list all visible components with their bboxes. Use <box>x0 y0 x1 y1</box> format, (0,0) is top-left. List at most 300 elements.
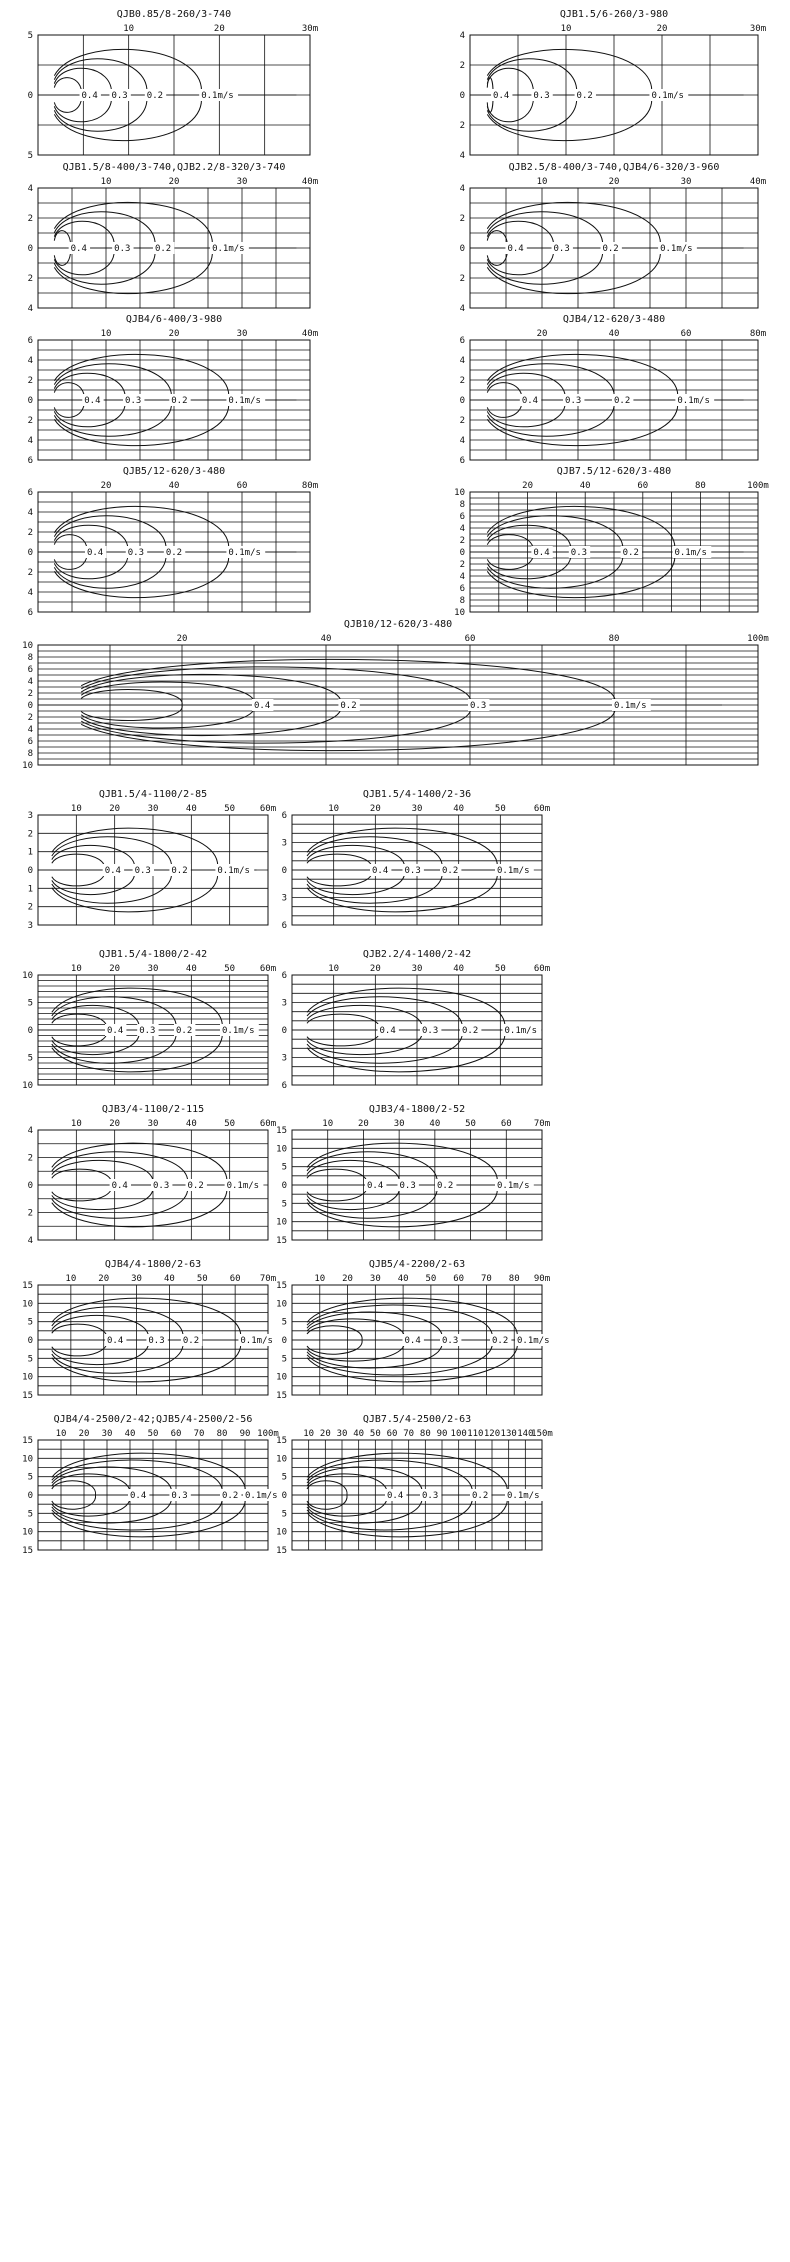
x-tick-label: 20 <box>213 24 225 34</box>
diagram-title: QJB5/12-620/3-480 <box>122 466 226 477</box>
x-tick-label: 80 <box>608 634 620 644</box>
x-tick-label: 40 <box>608 329 620 339</box>
y-tick-label: 4 <box>459 184 465 194</box>
y-tick-label: 4 <box>459 304 465 314</box>
y-tick-label: 5 <box>281 1199 287 1210</box>
y-tick-label: 15 <box>276 1236 287 1246</box>
y-tick-label: 0 <box>459 244 465 254</box>
diagram-title: QJB7.5/12-620/3-480 <box>556 466 672 477</box>
velocity-label: 0.3 <box>125 396 142 406</box>
flow-diagram-14 <box>28 1104 277 1246</box>
y-tick-label: 6 <box>459 512 465 522</box>
velocity-label: 0.2 <box>171 866 188 876</box>
x-tick-label: 40 <box>124 1429 136 1439</box>
x-tick-label: 10 <box>70 1119 82 1129</box>
velocity-label: 0.1m/s <box>497 866 530 876</box>
velocity-label: 0.1m/s <box>674 548 707 558</box>
y-tick-label: 0 <box>281 1491 287 1501</box>
y-tick-label: 5 <box>281 1354 287 1365</box>
y-tick-label: 10 <box>454 488 465 498</box>
velocity-label: 0.2 <box>437 1181 454 1191</box>
x-tick-label: 60m <box>259 1119 277 1129</box>
y-tick-label: 10 <box>276 1454 287 1465</box>
y-tick-label: 4 <box>459 436 465 446</box>
y-tick-label: 0 <box>459 548 465 558</box>
velocity-label: 0.1m/s <box>507 1491 540 1501</box>
x-tick-label: 40 <box>320 634 332 644</box>
y-tick-label: 8 <box>27 749 33 759</box>
velocity-label: 0.1m/s <box>228 396 261 406</box>
velocity-label: 0.1m/s <box>497 1181 530 1191</box>
velocity-label: 0.1m/s <box>222 1026 255 1036</box>
flow-diagram-16 <box>22 1259 277 1401</box>
x-tick-label: 60m <box>533 804 551 814</box>
flow-diagram-1 <box>28 9 319 161</box>
y-tick-label: 5 <box>27 998 33 1009</box>
y-tick-label: 4 <box>27 1126 33 1136</box>
x-tick-label: 20 <box>342 1274 353 1284</box>
y-tick-label: 4 <box>459 151 465 161</box>
velocity-label: 0.2 <box>165 548 183 558</box>
y-tick-label: 2 <box>27 376 33 386</box>
velocity-label: 0.1m/s <box>517 1336 550 1346</box>
y-tick-label: 6 <box>27 608 33 618</box>
y-tick-label: 0 <box>27 701 33 711</box>
x-tick-label: 10 <box>55 1429 67 1439</box>
velocity-label: 0.2 <box>602 244 619 254</box>
x-tick-label: 60 <box>464 634 476 644</box>
velocity-label: 0.2 <box>176 1026 193 1036</box>
y-tick-label: 10 <box>276 1217 287 1228</box>
x-tick-label: 20 <box>656 24 668 34</box>
y-tick-label: 4 <box>459 572 465 582</box>
flow-diagram-18 <box>22 1414 282 1556</box>
x-tick-label: 20 <box>369 804 381 814</box>
x-tick-label: 50 <box>494 964 506 974</box>
y-tick-label: 10 <box>22 971 33 981</box>
x-tick-label: 30 <box>680 177 692 187</box>
velocity-label: 0.2 <box>442 866 459 876</box>
velocity-label: 0.2 <box>171 396 188 406</box>
y-tick-label: 0 <box>459 91 465 101</box>
velocity-label: 0.4 <box>107 1026 124 1036</box>
x-tick-label: 100m <box>747 481 769 491</box>
y-tick-label: 10 <box>276 1299 287 1310</box>
x-tick-label: 20 <box>319 1429 331 1439</box>
y-tick-label: 6 <box>281 971 287 981</box>
x-tick-label: 150m <box>531 1429 553 1439</box>
x-tick-label: 60m <box>259 964 277 974</box>
velocity-label: 0.4 <box>70 244 87 254</box>
x-tick-label: 30 <box>147 964 159 974</box>
velocity-label: 0.3 <box>565 396 582 406</box>
y-tick-label: 4 <box>27 1236 33 1246</box>
x-tick-label: 50 <box>369 1429 381 1439</box>
x-tick-label: 30 <box>336 1429 348 1439</box>
x-tick-label: 30 <box>411 964 423 974</box>
velocity-label: 0.3 <box>399 1181 416 1191</box>
velocity-label: 0.2 <box>154 244 172 254</box>
y-tick-label: 5 <box>27 1317 33 1328</box>
flow-diagram-11 <box>282 789 551 931</box>
velocity-label: 0.1m/s <box>226 1181 260 1191</box>
y-tick-label: 5 <box>281 1317 287 1328</box>
x-tick-label: 80 <box>419 1429 431 1439</box>
x-tick-label: 80 <box>694 481 706 491</box>
velocity-label: 0.4 <box>404 1336 421 1346</box>
diagram-title: QJB4/6-400/3-980 <box>125 314 223 325</box>
velocity-label: 0.3 <box>148 1336 165 1346</box>
x-tick-label: 40m <box>749 177 767 187</box>
x-tick-label: 100 <box>450 1429 467 1439</box>
x-tick-label: 50 <box>224 1119 236 1129</box>
diagram-title: QJB7.5/4-2500/2-63 <box>362 1414 472 1425</box>
diagram-title: QJB5/4-2200/2-63 <box>368 1259 466 1270</box>
x-tick-label: 30 <box>147 804 159 814</box>
y-tick-label: 1 <box>27 884 33 895</box>
velocity-label: 0.4 <box>379 1026 396 1036</box>
y-tick-label: 6 <box>281 921 287 931</box>
x-tick-label: 10 <box>328 804 340 814</box>
x-tick-label: 50 <box>465 1119 476 1129</box>
velocity-label: 0.4 <box>84 396 101 406</box>
velocity-label: 0.2 <box>462 1026 479 1036</box>
x-tick-label: 110 <box>467 1429 484 1439</box>
y-tick-label: 6 <box>459 336 465 346</box>
x-tick-label: 40m <box>301 329 319 339</box>
x-tick-label: 130 <box>500 1429 517 1439</box>
x-tick-label: 40 <box>397 1274 409 1284</box>
y-tick-label: 10 <box>22 1299 33 1310</box>
velocity-label: 0.3 <box>533 91 550 101</box>
y-tick-label: 2 <box>27 713 33 723</box>
diagram-title: QJB2.2/4-1400/2-42 <box>362 949 472 960</box>
y-tick-label: 4 <box>27 588 33 598</box>
y-tick-label: 5 <box>27 1354 33 1365</box>
flow-diagram-7 <box>28 466 319 618</box>
x-tick-label: 70m <box>259 1274 277 1284</box>
x-tick-label: 20 <box>369 964 381 974</box>
velocity-label: 0.4 <box>81 91 98 101</box>
x-tick-label: 140 <box>517 1429 534 1439</box>
velocity-label: 0.3 <box>171 1491 188 1501</box>
y-tick-label: 0 <box>27 91 33 101</box>
velocity-label: 0.3 <box>153 1181 170 1191</box>
x-tick-label: 10 <box>314 1274 326 1284</box>
velocity-label: 0.2 <box>222 1491 239 1501</box>
velocity-label: 0.3 <box>422 1026 439 1036</box>
flow-diagram-6 <box>460 314 767 466</box>
diagram-title: QJB0.85/8-260/3-740 <box>116 9 232 20</box>
x-tick-label: 40 <box>164 1274 175 1284</box>
x-tick-label: 60 <box>680 329 692 339</box>
y-tick-label: 6 <box>27 737 33 747</box>
y-tick-label: 5 <box>27 151 33 161</box>
x-tick-label: 30m <box>301 24 319 34</box>
velocity-label: 0.4 <box>111 1181 128 1191</box>
x-tick-label: 30 <box>393 1119 405 1129</box>
y-tick-label: 2 <box>459 376 465 386</box>
x-tick-label: 20 <box>176 634 188 644</box>
flow-diagram-15 <box>276 1104 550 1246</box>
flow-diagram-13 <box>282 949 551 1091</box>
y-tick-label: 10 <box>22 641 33 651</box>
diagram-title: QJB3/4-1800/2-52 <box>368 1104 466 1115</box>
y-tick-label: 0 <box>27 866 33 876</box>
x-tick-label: 60 <box>236 481 248 491</box>
y-tick-label: 15 <box>276 1281 287 1291</box>
y-tick-label: 2 <box>459 214 465 224</box>
x-tick-label: 90m <box>533 1274 551 1284</box>
y-tick-label: 2 <box>459 61 465 71</box>
velocity-label: 0.3 <box>422 1491 439 1501</box>
y-tick-label: 0 <box>27 1336 33 1346</box>
x-tick-label: 60 <box>229 1274 241 1284</box>
y-tick-label: 2 <box>459 560 465 570</box>
y-tick-label: 6 <box>27 456 33 466</box>
y-tick-label: 5 <box>27 31 33 41</box>
x-tick-label: 20 <box>358 1119 369 1129</box>
y-tick-label: 2 <box>27 214 33 224</box>
velocity-label: 0.2 <box>622 548 639 558</box>
y-tick-label: 4 <box>459 31 465 41</box>
y-tick-label: 10 <box>22 1372 33 1383</box>
x-tick-label: 20 <box>168 177 180 187</box>
y-tick-label: 6 <box>281 1081 287 1091</box>
velocity-label: 0.1m/s <box>677 396 710 406</box>
y-tick-label: 10 <box>276 1144 287 1155</box>
y-tick-label: 2 <box>459 416 465 426</box>
diagram-title: QJB1.5/4-1100/2-85 <box>98 789 208 800</box>
velocity-label: 0.4 <box>372 866 389 876</box>
velocity-label: 0.2 <box>146 91 164 101</box>
velocity-label: 0.3 <box>442 1336 459 1346</box>
x-tick-label: 10 <box>100 329 112 339</box>
y-tick-label: 15 <box>276 1126 287 1136</box>
velocity-label: 0.1m/s <box>614 701 647 711</box>
y-tick-label: 10 <box>22 1454 33 1465</box>
velocity-label: 0.4 <box>104 866 121 876</box>
diagram-title: QJB4/4-2500/2-42;QJB5/4-2500/2-56 <box>53 1414 253 1425</box>
x-tick-label: 40 <box>353 1429 365 1439</box>
y-tick-label: 0 <box>27 396 33 406</box>
y-tick-label: 0 <box>459 396 465 406</box>
y-tick-label: 1 <box>27 847 33 858</box>
x-tick-label: 40 <box>185 964 197 974</box>
velocity-label: 0.3 <box>404 866 421 876</box>
x-tick-label: 80 <box>508 1274 520 1284</box>
y-tick-label: 2 <box>459 121 465 131</box>
x-tick-label: 30 <box>101 1429 113 1439</box>
y-tick-label: 15 <box>276 1436 287 1446</box>
x-tick-label: 40 <box>453 804 465 814</box>
x-tick-label: 10 <box>70 964 82 974</box>
y-tick-label: 0 <box>281 1026 287 1036</box>
y-tick-label: 10 <box>276 1527 287 1538</box>
x-tick-label: 10 <box>70 804 82 814</box>
y-tick-label: 4 <box>27 508 33 518</box>
x-tick-label: 20 <box>78 1429 90 1439</box>
x-tick-label: 10 <box>328 964 340 974</box>
y-tick-label: 15 <box>22 1436 33 1446</box>
y-tick-label: 5 <box>281 1509 287 1520</box>
velocity-label: 0.2 <box>182 1336 200 1346</box>
y-tick-label: 2 <box>27 416 33 426</box>
y-tick-label: 0 <box>27 1491 33 1501</box>
x-tick-label: 10 <box>536 177 548 187</box>
y-tick-label: 6 <box>27 488 33 498</box>
y-tick-label: 4 <box>27 436 33 446</box>
flow-diagram-2 <box>460 9 767 161</box>
x-tick-label: 50 <box>147 1429 159 1439</box>
flow-diagram-12 <box>22 949 276 1091</box>
velocity-label: 0.1m/s <box>504 1026 538 1036</box>
velocity-label: 0.4 <box>493 91 510 101</box>
velocity-label: 0.1m/s <box>660 244 693 254</box>
x-tick-label: 50 <box>224 804 236 814</box>
y-tick-label: 4 <box>459 356 465 366</box>
x-tick-label: 30 <box>236 329 248 339</box>
x-tick-label: 30 <box>147 1119 159 1129</box>
velocity-label: 0.2 <box>614 396 631 406</box>
velocity-label: 0.4 <box>521 396 539 406</box>
y-tick-label: 0 <box>281 1181 287 1191</box>
y-tick-label: 6 <box>27 336 33 346</box>
y-tick-label: 2 <box>27 829 33 840</box>
y-tick-label: 0 <box>27 1181 33 1191</box>
velocity-label: 0.3 <box>470 701 487 711</box>
velocity-label: 0.4 <box>507 244 524 254</box>
x-tick-label: 50 <box>425 1274 437 1284</box>
diagram-title: QJB1.5/6-260/3-980 <box>559 9 669 20</box>
x-tick-label: 20 <box>109 804 121 814</box>
x-tick-label: 80 <box>216 1429 228 1439</box>
x-tick-label: 60m <box>533 964 551 974</box>
diagram-title: QJB4/12-620/3-480 <box>562 314 666 325</box>
x-tick-label: 80m <box>749 329 767 339</box>
velocity-label: 0.3 <box>134 866 151 876</box>
y-tick-label: 2 <box>27 689 33 699</box>
x-tick-label: 20 <box>109 1119 121 1129</box>
velocity-label: 0.1m/s <box>212 244 245 254</box>
flow-diagram-8 <box>454 466 769 618</box>
x-tick-label: 120 <box>483 1429 501 1439</box>
y-tick-label: 3 <box>27 811 33 821</box>
velocity-label: 0.2 <box>187 1181 204 1191</box>
y-tick-label: 5 <box>27 1509 33 1520</box>
x-tick-label: 40 <box>453 964 465 974</box>
velocity-label: 0.3 <box>570 548 588 558</box>
x-tick-label: 30 <box>369 1274 381 1284</box>
x-tick-label: 10 <box>123 24 135 34</box>
x-tick-label: 10 <box>65 1274 77 1284</box>
velocity-label: 0.1m/s <box>228 548 261 558</box>
y-tick-label: 8 <box>27 653 33 663</box>
y-tick-label: 0 <box>281 866 287 876</box>
velocity-label: 0.2 <box>576 91 593 101</box>
y-tick-label: 10 <box>454 608 465 618</box>
x-tick-label: 10 <box>322 1119 334 1129</box>
x-tick-label: 20 <box>168 329 180 339</box>
diagram-title: QJB1.5/8-400/3-740,QJB2.2/8-320/3-740 <box>62 162 286 173</box>
velocity-label: 0.2 <box>492 1336 509 1346</box>
velocity-label: 0.3 <box>127 548 145 558</box>
y-tick-label: 2 <box>27 568 33 578</box>
y-tick-label: 10 <box>22 1081 33 1091</box>
x-tick-label: 10 <box>100 177 112 187</box>
x-tick-label: 20 <box>522 481 534 491</box>
velocity-label: 0.3 <box>111 91 128 101</box>
y-tick-label: 4 <box>459 524 465 534</box>
x-tick-label: 30 <box>131 1274 142 1284</box>
velocity-label: 0.4 <box>107 1336 124 1346</box>
y-tick-label: 2 <box>27 1153 33 1164</box>
y-tick-label: 6 <box>459 584 465 594</box>
y-tick-label: 8 <box>459 500 465 510</box>
y-tick-label: 6 <box>281 811 287 821</box>
y-tick-label: 4 <box>27 356 33 366</box>
flow-diagram-3 <box>28 162 319 314</box>
y-tick-label: 10 <box>22 761 33 771</box>
y-tick-label: 0 <box>27 244 33 254</box>
y-tick-label: 0 <box>27 1026 33 1036</box>
x-tick-label: 40 <box>168 481 180 491</box>
y-tick-label: 6 <box>27 665 33 675</box>
y-tick-label: 2 <box>27 902 33 913</box>
flow-diagram-17 <box>276 1259 554 1401</box>
flow-diagram-9 <box>22 619 769 771</box>
x-tick-label: 90 <box>239 1429 251 1439</box>
diagram-title: QJB4/4-1800/2-63 <box>104 1259 202 1270</box>
x-tick-label: 40 <box>185 1119 197 1129</box>
velocity-label: 0.4 <box>254 701 271 711</box>
x-tick-label: 50 <box>224 964 236 974</box>
y-tick-label: 0 <box>27 548 33 558</box>
y-tick-label: 5 <box>281 1472 287 1483</box>
y-tick-label: 0 <box>281 1336 287 1346</box>
diagram-title: QJB1.5/4-1400/2-36 <box>362 789 472 800</box>
velocity-label: 0.4 <box>130 1491 147 1501</box>
y-tick-label: 3 <box>27 921 33 931</box>
velocity-label: 0.1m/s <box>240 1336 273 1346</box>
velocity-label: 0.4 <box>367 1181 384 1191</box>
x-tick-label: 70 <box>403 1429 415 1439</box>
y-tick-label: 15 <box>276 1546 287 1556</box>
y-tick-label: 4 <box>27 304 33 314</box>
velocity-label: 0.2 <box>340 701 357 711</box>
x-tick-label: 40 <box>579 481 591 491</box>
x-tick-label: 100m <box>257 1429 279 1439</box>
x-tick-label: 40m <box>301 177 319 187</box>
x-tick-label: 30 <box>236 177 248 187</box>
x-tick-label: 30m <box>749 24 767 34</box>
x-tick-label: 20 <box>536 329 548 339</box>
velocity-label: 0.1m/s <box>651 91 684 101</box>
velocity-label: 0.3 <box>114 244 131 254</box>
x-tick-label: 60 <box>637 481 649 491</box>
x-tick-label: 20 <box>100 481 112 491</box>
x-tick-label: 60 <box>386 1429 398 1439</box>
velocity-label: 0.3 <box>553 244 570 254</box>
x-tick-label: 100m <box>747 634 769 644</box>
x-tick-label: 90 <box>436 1429 448 1439</box>
velocity-label: 0.1m/s <box>217 866 250 876</box>
y-tick-label: 8 <box>459 596 465 606</box>
y-tick-label: 3 <box>281 1053 287 1064</box>
x-tick-label: 40 <box>185 804 197 814</box>
y-tick-label: 10 <box>22 1527 33 1538</box>
y-tick-label: 4 <box>27 184 33 194</box>
